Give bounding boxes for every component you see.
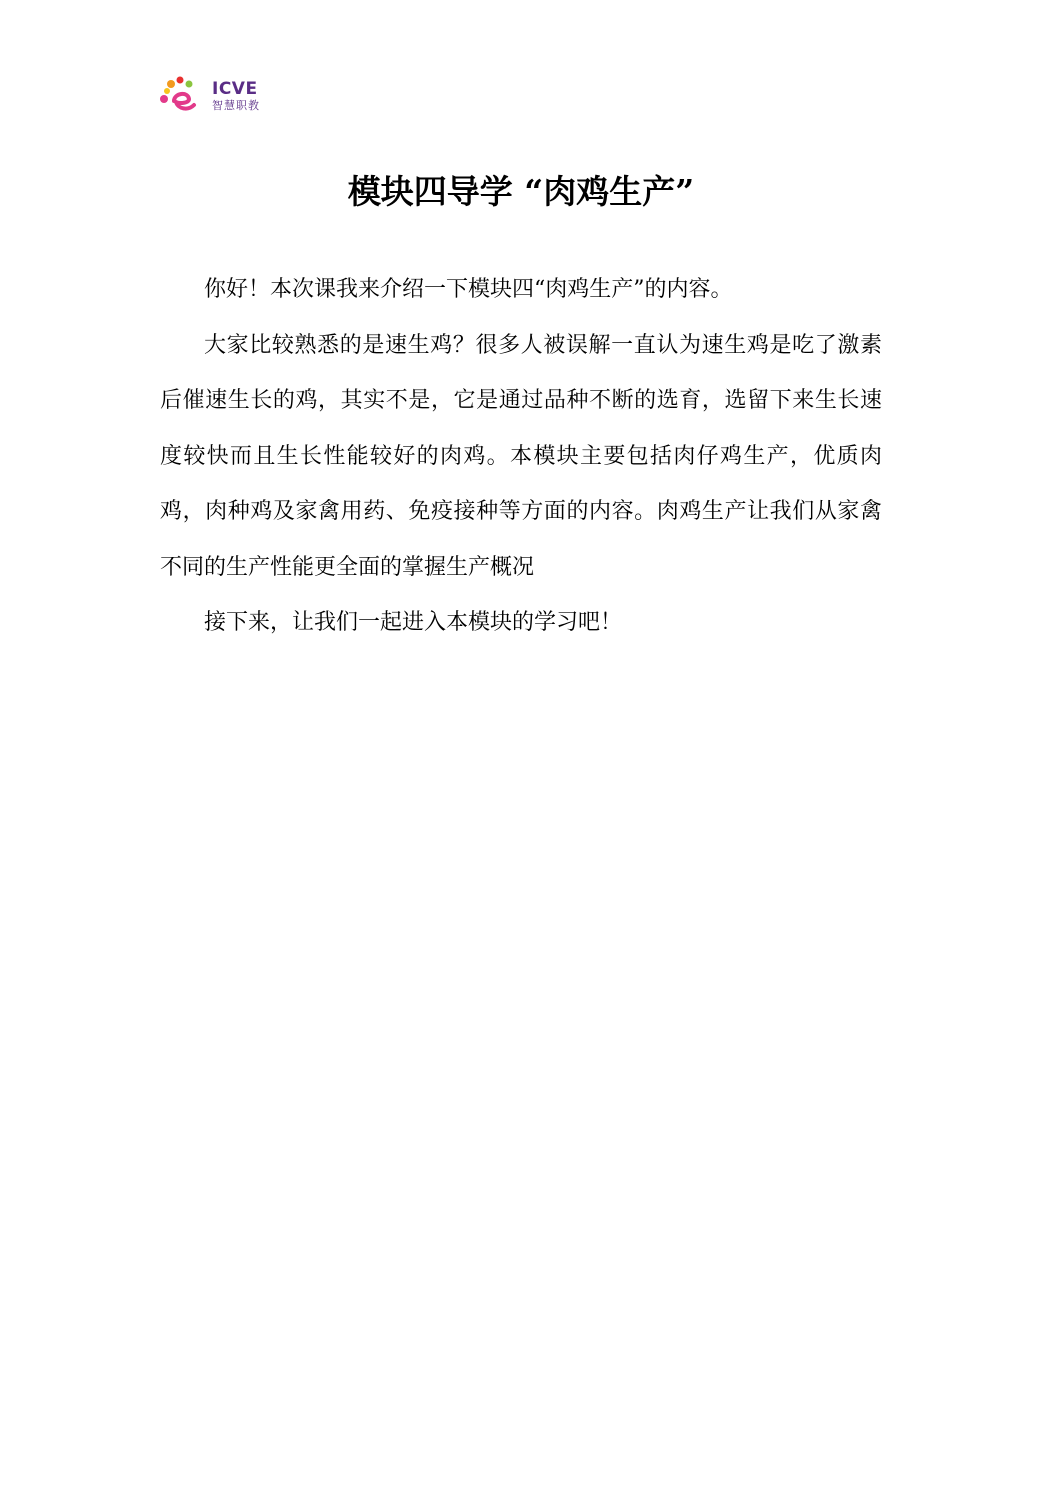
icve-logo-icon xyxy=(158,73,210,119)
document-title: 模块四导学 “肉鸡生产” xyxy=(347,172,695,211)
logo-subtext: 智慧职教 xyxy=(212,99,260,112)
icve-logo xyxy=(158,73,268,119)
document-body xyxy=(160,262,882,651)
logo-text: ICVE xyxy=(212,79,258,99)
paragraph-intro: 你好！本次课我来介绍一下模块四“肉鸡生产”的内容。 xyxy=(204,277,733,302)
paragraph-main: 大家比较熟悉的是速生鸡？很多人被误解一直认为速生鸡是吃了激素后催速生长的鸡，其实不是，它是通过品种不断的选育，选留下来生长速度较快而且生长性能较好的肉鸡。本模块主要包括肉仔鸡生产，优质肉鸡，肉种鸡及家禽用药、免疫接种等方面的内容。肉鸡生产让我们从家禽不同的生产性能更全面的掌握生产概况 xyxy=(160,332,882,580)
paragraph-closing: 接下来，让我们一起进入本模块的学习吧！ xyxy=(204,610,623,635)
